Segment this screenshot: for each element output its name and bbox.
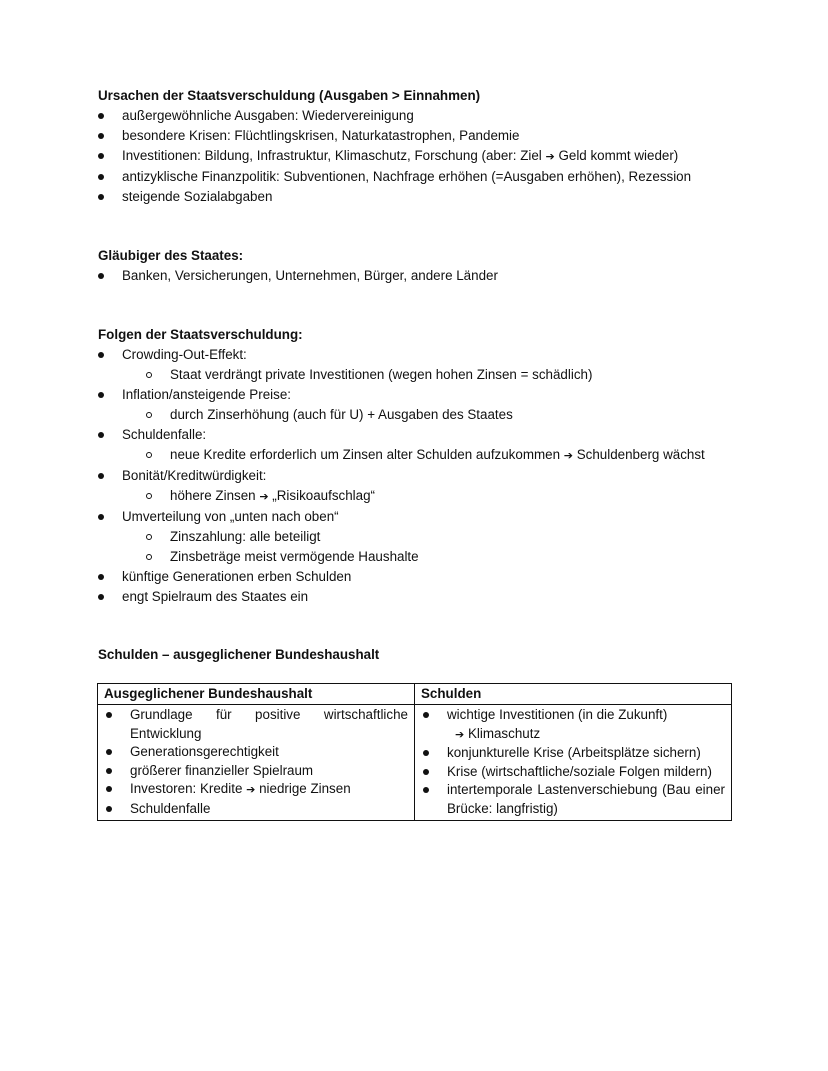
section-heading: Folgen der Staatsverschuldung: xyxy=(98,327,303,342)
list-item: Schuldenfalle: xyxy=(98,425,730,445)
section-folgen xyxy=(98,325,730,607)
list-item: Bonität/Kreditwürdigkeit: xyxy=(98,466,730,486)
bullet-icon xyxy=(98,352,104,358)
bullet-icon xyxy=(106,786,112,792)
circle-bullet-icon xyxy=(146,412,152,418)
arrow-right-icon: ➔ xyxy=(545,150,555,163)
list-item: Crowding-Out-Effekt: xyxy=(98,345,730,365)
list-item: Inflation/ansteigende Preise: xyxy=(98,385,730,405)
sub-list-item: Zinsbeträge meist vermögende Haushalte xyxy=(98,547,730,567)
section-ursachen xyxy=(98,86,730,207)
list-item: Krise (wirtschaftliche/soziale Folgen mildern) xyxy=(421,763,725,782)
bullet-icon xyxy=(106,749,112,755)
bullet-list xyxy=(104,706,408,818)
table-cell-right xyxy=(415,705,732,821)
comparison-table xyxy=(97,683,732,821)
bullet-icon xyxy=(98,473,104,479)
list-item: Banken, Versicherungen, Unternehmen, Bürger, andere Länder xyxy=(98,266,730,286)
bullet-icon xyxy=(106,712,112,718)
section-schulden xyxy=(98,645,730,665)
bullet-icon xyxy=(98,194,104,200)
sub-list-item: neue Kredite erforderlich um Zinsen alter Schulden aufzukommen ➔ Schuldenberg wächst xyxy=(98,445,730,466)
bullet-icon xyxy=(106,806,112,812)
sub-list-item: Zinszahlung: alle beteiligt xyxy=(98,527,730,547)
circle-bullet-icon xyxy=(146,554,152,560)
bullet-icon xyxy=(98,392,104,398)
bullet-icon xyxy=(98,133,104,139)
list-item: außergewöhnliche Ausgaben: Wiedervereinigung xyxy=(98,106,730,126)
section-heading: Schulden – ausgeglichener Bundeshaushalt xyxy=(98,647,380,662)
list-item: künftige Generationen erben Schulden xyxy=(98,567,730,587)
section-heading: Gläubiger des Staates: xyxy=(98,248,244,263)
list-item: steigende Sozialabgaben xyxy=(98,187,730,207)
bullet-list xyxy=(98,106,730,207)
table-row xyxy=(98,705,732,821)
list-item: Investitionen: Bildung, Infrastruktur, Klimaschutz, Forschung (aber: Ziel ➔ Geld kommt wieder) xyxy=(98,146,730,167)
bullet-icon xyxy=(423,787,429,793)
bullet-icon xyxy=(106,768,112,774)
list-item: Generationsgerechtigkeit xyxy=(104,743,408,762)
circle-bullet-icon xyxy=(146,534,152,540)
list-item: intertemporale Lastenverschiebung (Bau einer Brücke: langfristig) xyxy=(421,781,725,818)
bullet-icon xyxy=(98,514,104,520)
column-header: Ausgeglichener Bundeshaushalt xyxy=(98,684,415,705)
sub-list-item: durch Zinserhöhung (auch für U) + Ausgaben des Staates xyxy=(98,405,730,425)
list-item: besondere Krisen: Flüchtlingskrisen, Naturkatastrophen, Pandemie xyxy=(98,126,730,146)
table-header-row xyxy=(98,684,732,705)
list-item: größerer finanzieller Spielraum xyxy=(104,762,408,781)
list-item: Schuldenfalle xyxy=(104,800,408,819)
section-heading: Ursachen der Staatsverschuldung (Ausgaben > Einnahmen) xyxy=(98,88,481,103)
list-item-continuation: ➔ Klimaschutz xyxy=(455,725,541,741)
section-glaeubiger xyxy=(98,246,730,286)
bullet-icon xyxy=(423,769,429,775)
bullet-icon xyxy=(98,113,104,119)
bullet-icon xyxy=(98,153,104,159)
list-item: wichtige Investitionen (in die Zukunft) xyxy=(421,706,725,725)
bullet-list xyxy=(98,345,730,607)
bullet-icon xyxy=(98,273,104,279)
bullet-icon xyxy=(98,574,104,580)
list-item: engt Spielraum des Staates ein xyxy=(98,587,730,607)
circle-bullet-icon xyxy=(146,493,152,499)
bullet-list xyxy=(421,706,725,818)
list-item: Grundlage für positive wirtschaftliche Entwicklung xyxy=(104,706,408,743)
arrow-right-icon: ➔ xyxy=(563,449,573,462)
column-header: Schulden xyxy=(415,684,732,705)
arrow-right-icon: ➔ xyxy=(246,783,256,796)
list-item: antizyklische Finanzpolitik: Subventionen, Nachfrage erhöhen (=Ausgaben erhöhen), Rezession xyxy=(98,167,730,187)
bullet-list xyxy=(98,266,730,286)
list-item: konjunkturelle Krise (Arbeitsplätze sichern) xyxy=(421,744,725,763)
table-cell-left xyxy=(98,705,415,821)
bullet-icon xyxy=(98,594,104,600)
bullet-icon xyxy=(98,174,104,180)
bullet-icon xyxy=(98,432,104,438)
circle-bullet-icon xyxy=(146,372,152,378)
arrow-right-icon: ➔ xyxy=(455,727,465,741)
list-item: Umverteilung von „unten nach oben“ xyxy=(98,507,730,527)
circle-bullet-icon xyxy=(146,452,152,458)
sub-list-item: höhere Zinsen ➔ „Risikoaufschlag“ xyxy=(98,486,730,507)
sub-list-item: Staat verdrängt private Investitionen (wegen hohen Zinsen = schädlich) xyxy=(98,365,730,385)
bullet-icon xyxy=(423,712,429,718)
bullet-icon xyxy=(423,750,429,756)
arrow-right-icon: ➔ xyxy=(259,490,269,503)
list-item: Investoren: Kredite ➔ niedrige Zinsen xyxy=(104,780,408,800)
